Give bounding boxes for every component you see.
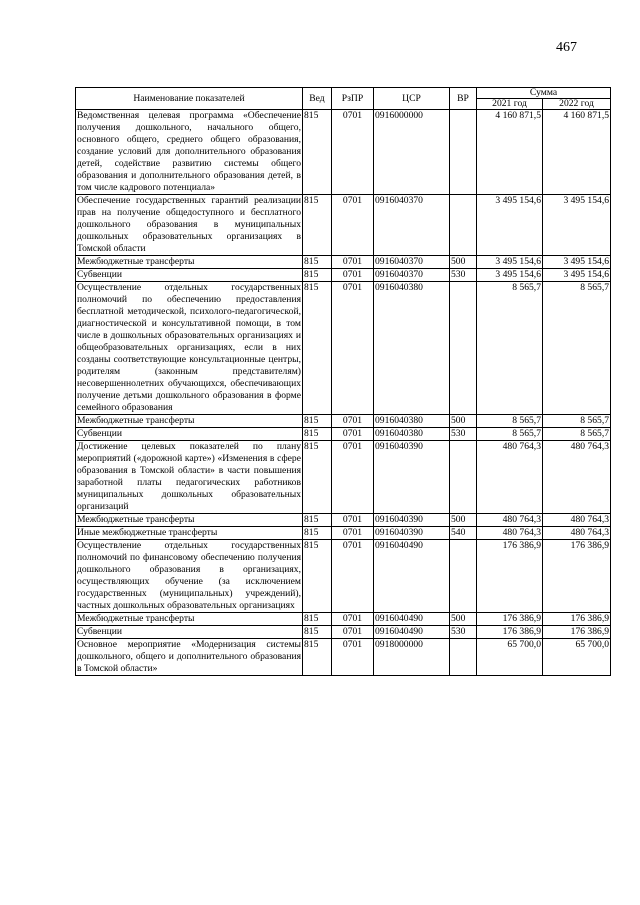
budget-table — [75, 87, 611, 676]
cell-sum-2022: 8 565,7 — [543, 282, 611, 415]
cell-csr: 0916040390 — [374, 441, 450, 514]
cell-name: Иные межбюджетные трансферты — [76, 527, 303, 540]
cell-csr: 0916040390 — [374, 514, 450, 527]
cell-rzpr: 0701 — [332, 527, 374, 540]
cell-name: Субвенции — [76, 269, 303, 282]
cell-sum-2022: 480 764,3 — [543, 514, 611, 527]
cell-name: Осуществление отдельных государственных полномочий по обеспечению предоставления бесплатной методической, психолого-педагогической, диагностической и консультативной помощи, в том числе в дошкольных образовательных организациях и общеобразовательных организациях, если в них созданы соответствующие консультационные центры, родителям (законным представителям) несовершеннолетних обучающихся, обеспечивающих получение детьми дошкольного образования в форме семейного образования — [77, 282, 301, 413]
table-row — [76, 540, 611, 613]
table-row — [76, 428, 611, 441]
cell-vr: 500 — [450, 613, 477, 626]
cell-sum-2022: 4 160 871,5 — [543, 110, 611, 195]
cell-sum-2022: 480 764,3 — [543, 527, 611, 540]
table-row — [76, 256, 611, 269]
cell-name: Осуществление отдельных государственных полномочий по финансовому обеспечению получения дошкольного образования в организациях, осуществляющих обучение (за исключением государственных (муниципальных) учреждений), частных дошкольных образовательных организациях — [77, 540, 301, 611]
header-sum: Сумма — [477, 88, 611, 99]
table-row — [76, 415, 611, 428]
table-body — [76, 110, 611, 676]
cell-sum-2021: 176 386,9 — [477, 626, 543, 639]
cell-vr — [450, 639, 477, 676]
cell-vr — [450, 195, 477, 256]
table-row — [76, 514, 611, 527]
cell-csr: 0916040370 — [374, 269, 450, 282]
cell-rzpr: 0701 — [332, 195, 374, 256]
cell-name: Ведомственная целевая программа «Обеспечение получения дошкольного, начального общего, основного общего, среднего общего образования, создание условий для дополнительного образования детей, содействие развитию системы общего образования и дополнительного образования детей, в том числе кадрового потенциала» — [77, 110, 301, 193]
cell-sum-2022: 480 764,3 — [543, 441, 611, 514]
header-name: Наименование показателей — [76, 88, 303, 110]
cell-rzpr: 0701 — [332, 415, 374, 428]
cell-name: Межбюджетные трансферты — [76, 256, 303, 269]
table-row — [76, 282, 611, 415]
cell-sum-2022: 176 386,9 — [543, 540, 611, 613]
cell-ved: 815 — [303, 110, 332, 195]
cell-ved: 815 — [303, 613, 332, 626]
cell-sum-2022: 3 495 154,6 — [543, 256, 611, 269]
cell-sum-2021: 8 565,7 — [477, 415, 543, 428]
header-rzpr: РзПР — [332, 88, 374, 110]
cell-vr — [450, 282, 477, 415]
cell-sum-2021: 8 565,7 — [477, 428, 543, 441]
header-year-2021: 2021 год — [477, 99, 543, 110]
cell-csr: 0916040390 — [374, 527, 450, 540]
cell-csr: 0916040490 — [374, 626, 450, 639]
cell-sum-2021: 3 495 154,6 — [477, 269, 543, 282]
cell-sum-2022: 3 495 154,6 — [543, 269, 611, 282]
table-row — [76, 269, 611, 282]
cell-vr: 500 — [450, 415, 477, 428]
cell-sum-2021: 176 386,9 — [477, 613, 543, 626]
cell-csr: 0916040370 — [374, 195, 450, 256]
cell-sum-2022: 8 565,7 — [543, 415, 611, 428]
cell-ved: 815 — [303, 415, 332, 428]
cell-sum-2022: 8 565,7 — [543, 428, 611, 441]
table-row — [76, 195, 611, 256]
header-csr: ЦСР — [374, 88, 450, 110]
header-year-2022: 2022 год — [543, 99, 611, 110]
cell-ved: 815 — [303, 626, 332, 639]
cell-vr: 530 — [450, 269, 477, 282]
cell-name: Достижение целевых показателей по плану мероприятий («дорожной карте») «Изменения в сфере образования в Томской области» в части повышения заработной платы педагогических работников муниципальных дошкольных образовательных организаций — [77, 441, 301, 512]
table-row — [76, 441, 611, 514]
table-row — [76, 626, 611, 639]
cell-csr: 0916040490 — [374, 540, 450, 613]
cell-ved: 815 — [303, 540, 332, 613]
table-row — [76, 639, 611, 676]
cell-ved: 815 — [303, 195, 332, 256]
cell-ved: 815 — [303, 269, 332, 282]
cell-sum-2021: 480 764,3 — [477, 527, 543, 540]
header-vr: ВР — [450, 88, 477, 110]
cell-csr: 0916040380 — [374, 282, 450, 415]
table-row — [76, 613, 611, 626]
cell-vr: 530 — [450, 626, 477, 639]
cell-csr: 0916000000 — [374, 110, 450, 195]
cell-vr — [450, 110, 477, 195]
cell-rzpr: 0701 — [332, 269, 374, 282]
cell-name: Основное мероприятие «Модернизация системы дошкольного, общего и дополнительного образования в Томской области» — [77, 639, 301, 674]
cell-vr: 530 — [450, 428, 477, 441]
table-row — [76, 110, 611, 195]
cell-vr: 500 — [450, 514, 477, 527]
cell-sum-2021: 4 160 871,5 — [477, 110, 543, 195]
cell-vr: 500 — [450, 256, 477, 269]
cell-ved: 815 — [303, 514, 332, 527]
cell-csr: 0916040370 — [374, 256, 450, 269]
cell-rzpr: 0701 — [332, 441, 374, 514]
cell-name: Межбюджетные трансферты — [76, 613, 303, 626]
cell-csr: 0916040380 — [374, 428, 450, 441]
cell-sum-2021: 3 495 154,6 — [477, 256, 543, 269]
cell-sum-2021: 480 764,3 — [477, 514, 543, 527]
cell-name: Межбюджетные трансферты — [76, 415, 303, 428]
cell-sum-2021: 3 495 154,6 — [477, 195, 543, 256]
cell-rzpr: 0701 — [332, 626, 374, 639]
header-ved: Вед — [303, 88, 332, 110]
cell-sum-2022: 3 495 154,6 — [543, 195, 611, 256]
cell-ved: 815 — [303, 428, 332, 441]
cell-vr: 540 — [450, 527, 477, 540]
cell-rzpr: 0701 — [332, 110, 374, 195]
cell-csr: 0916040490 — [374, 613, 450, 626]
cell-name: Обеспечение государственных гарантий реализации прав на получение общедоступного и бесплатного дошкольного образования в муниципальных дошкольных образовательных организациях в Томской области — [77, 195, 301, 254]
cell-sum-2021: 480 764,3 — [477, 441, 543, 514]
cell-rzpr: 0701 — [332, 639, 374, 676]
cell-ved: 815 — [303, 639, 332, 676]
cell-vr — [450, 540, 477, 613]
cell-sum-2022: 65 700,0 — [543, 639, 611, 676]
cell-ved: 815 — [303, 282, 332, 415]
cell-rzpr: 0701 — [332, 256, 374, 269]
cell-rzpr: 0701 — [332, 428, 374, 441]
cell-sum-2022: 176 386,9 — [543, 613, 611, 626]
cell-vr — [450, 441, 477, 514]
cell-sum-2021: 8 565,7 — [477, 282, 543, 415]
cell-csr: 0916040380 — [374, 415, 450, 428]
cell-sum-2022: 176 386,9 — [543, 626, 611, 639]
cell-rzpr: 0701 — [332, 613, 374, 626]
page-number: 467 — [556, 40, 577, 55]
cell-rzpr: 0701 — [332, 514, 374, 527]
table-row — [76, 527, 611, 540]
cell-ved: 815 — [303, 256, 332, 269]
cell-rzpr: 0701 — [332, 282, 374, 415]
cell-name: Межбюджетные трансферты — [76, 514, 303, 527]
cell-ved: 815 — [303, 441, 332, 514]
cell-name: Субвенции — [76, 626, 303, 639]
cell-sum-2021: 176 386,9 — [477, 540, 543, 613]
cell-name: Субвенции — [76, 428, 303, 441]
cell-sum-2021: 65 700,0 — [477, 639, 543, 676]
cell-csr: 0918000000 — [374, 639, 450, 676]
cell-rzpr: 0701 — [332, 540, 374, 613]
cell-ved: 815 — [303, 527, 332, 540]
